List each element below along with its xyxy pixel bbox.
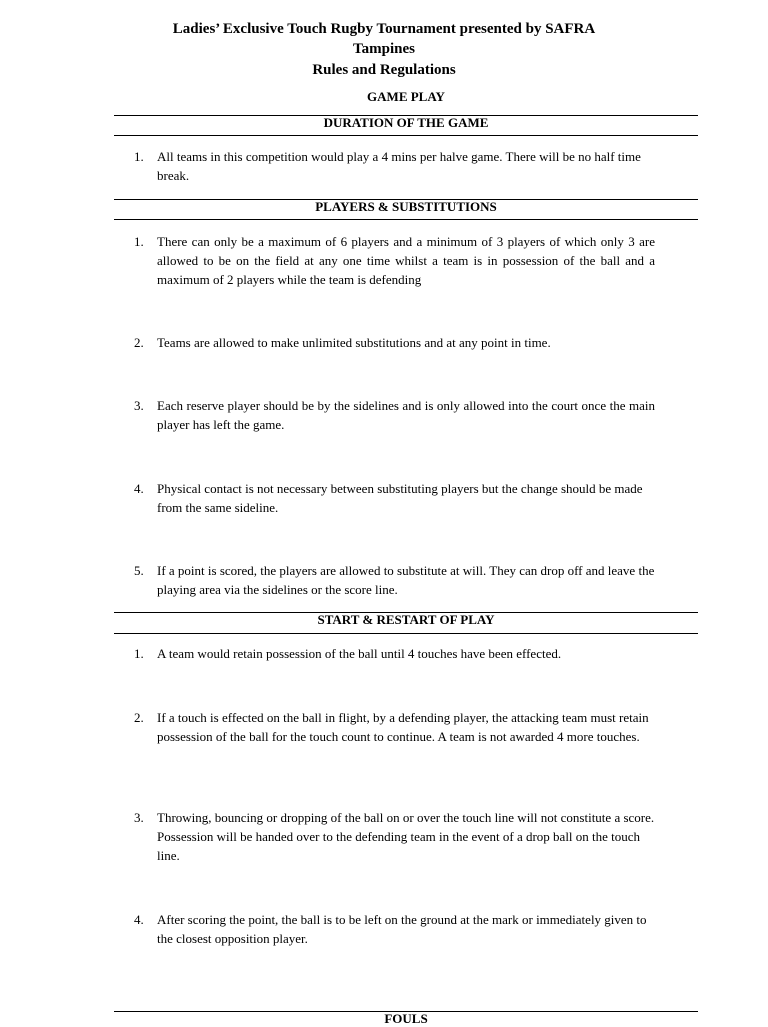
list-item-text: All teams in this competition would play a 4 mins per halve game. There will be no half time break. bbox=[157, 149, 641, 183]
list-item-number: 1. bbox=[134, 234, 144, 249]
section-rule-bottom bbox=[114, 633, 698, 634]
list-item-text: Teams are allowed to make unlimited substitutions and at any point in time. bbox=[157, 335, 551, 350]
section-heading-players: PLAYERS & SUBSTITUTIONS bbox=[315, 199, 497, 214]
list-item-text: After scoring the point, the ball is to be left on the ground at the mark or immediately given to the closest opposition player. bbox=[157, 912, 647, 946]
document-title-line-2: Tampines bbox=[353, 41, 415, 57]
section-heading-fouls: FOULS bbox=[384, 1011, 428, 1026]
section-heading-start: START & RESTART OF PLAY bbox=[317, 612, 495, 627]
list-item-text: Physical contact is not necessary between substituting players but the change should be made from the same sideline. bbox=[157, 481, 643, 515]
section-heading-duration: DURATION OF THE GAME bbox=[323, 115, 489, 130]
list-item-number: 4. bbox=[134, 481, 144, 496]
list-item-number: 3. bbox=[134, 810, 144, 825]
game-play-heading: GAME PLAY bbox=[367, 89, 445, 104]
section-rule-bottom bbox=[114, 219, 698, 220]
list-item-text: If a touch is effected on the ball in flight, by a defending player, the attacking team must retain possession of the ball for the touch count to continue. A team is not awarded 4 more touches. bbox=[157, 710, 649, 744]
list-item-text: Each reserve player should be by the sidelines and is only allowed into the court once the main player has left the game. bbox=[157, 398, 655, 432]
list-item-text: There can only be a maximum of 6 players and a minimum of 3 players of which only 3 are allowed to be on the field at any one time whilst a team is in possession of the ball and a maximum of 2 players while the team is defending bbox=[157, 234, 655, 287]
list-item-number: 1. bbox=[134, 646, 144, 661]
document-title-line-1: Ladies’ Exclusive Touch Rugby Tournament presented by SAFRA bbox=[172, 21, 596, 37]
list-item-text: Throwing, bouncing or dropping of the ball on or over the touch line will not constitute a score. Possession will be handed over to the defending team in the event of a drop ball on the touch line. bbox=[157, 810, 655, 863]
list-item-number: 1. bbox=[134, 149, 144, 164]
list-item-text: A team would retain possession of the ball until 4 touches have been effected. bbox=[157, 646, 562, 661]
list-item-number: 5. bbox=[134, 563, 144, 578]
list-item-text: If a point is scored, the players are allowed to substitute at will. They can drop off and leave the playing area via the sidelines or the score line. bbox=[157, 563, 655, 597]
list-item-number: 2. bbox=[134, 335, 144, 350]
document-title-line-3: Rules and Regulations bbox=[312, 62, 456, 78]
list-item-number: 4. bbox=[134, 912, 144, 927]
list-item-number: 3. bbox=[134, 398, 144, 413]
section-rule-bottom bbox=[114, 135, 698, 136]
list-item-number: 2. bbox=[134, 710, 144, 725]
